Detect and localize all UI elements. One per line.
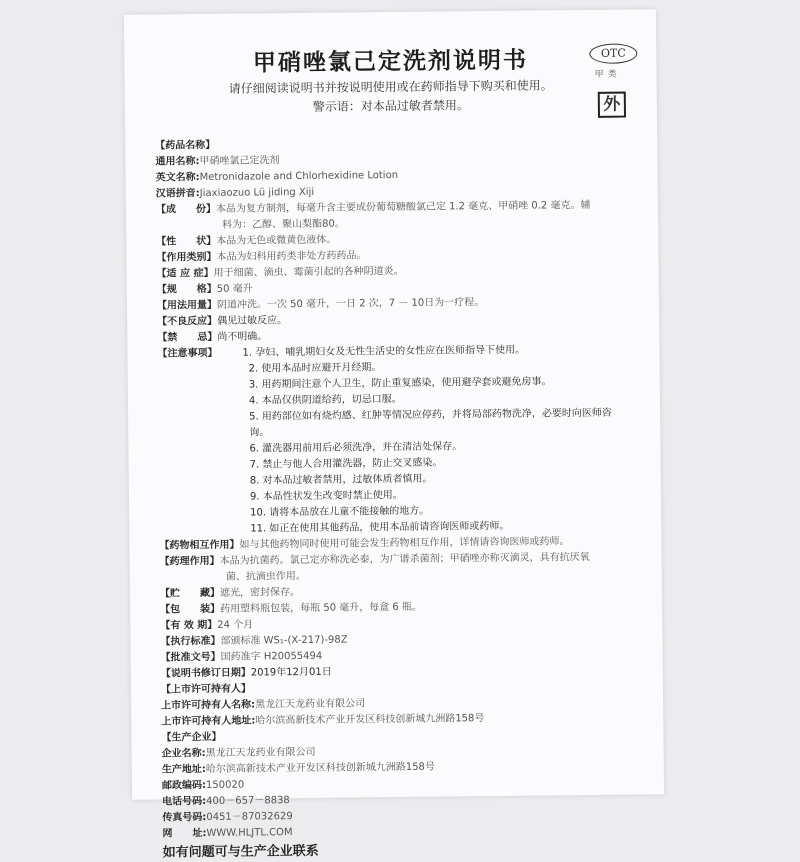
- adverse-text: 偶见过敏反应。: [217, 315, 288, 327]
- reading-instruction: 请仔细阅读说明书并按说明使用或在药师指导下购买和使用。: [228, 78, 553, 96]
- precaution-item: 7. 禁止与他人合用灌洗器，防止交叉感染。: [249, 457, 443, 471]
- approval-number: 国药准字 H20055494: [220, 650, 323, 663]
- composition-text-cont: 料为：乙醇、聚山梨酯80。: [222, 218, 345, 231]
- storage-text: 遮光，密封保存。: [219, 586, 301, 599]
- usage-text: 阴道冲洗。一次 50 毫升，一日 2 次，7 － 10日为一疗程。: [216, 297, 485, 311]
- website-label: 网 址:: [162, 827, 207, 840]
- standard-label: 【执行标准】: [160, 635, 221, 648]
- manufacturer-name-label: 企业名称:: [161, 747, 206, 760]
- precaution-item: 10. 请将本品放在儿童不能接触的地方。: [250, 505, 430, 519]
- warning-text: 警示语：对本品过敏者禁用。: [312, 98, 469, 114]
- precaution-item: 4. 本品仅供阴道给药，切忌口服。: [248, 393, 402, 407]
- fax-number: 0451－87032629: [206, 811, 293, 823]
- usage-label: 【用法用量】: [156, 299, 218, 312]
- english-name-label: 英文名称:: [155, 172, 200, 184]
- validity-label: 【有 效 期】: [160, 619, 218, 632]
- standard-text: 部颁标准 WS₁-(X-217)-98Z: [220, 634, 348, 647]
- manufacturer-name: 黑龙江天龙药业有限公司: [205, 746, 316, 759]
- precaution-item: 1. 孕妇、哺乳期妇女及无性生活史的女性应在医师指导下使用。: [242, 344, 526, 359]
- contraindication-label: 【禁 忌】: [157, 331, 218, 344]
- composition-label: 【成 份】: [155, 203, 217, 216]
- english-name: Metronidazole and Chlorhexidine Lotion: [199, 169, 399, 184]
- approval-label: 【批准文号】: [160, 651, 221, 664]
- appearance-label: 【性 状】: [156, 235, 217, 248]
- precautions-label: 【注意事项】: [157, 347, 218, 360]
- phone-number: 400－657－8838: [206, 795, 290, 807]
- indication-text: 用于细菌、滴虫、霉菌引起的各种阴道炎。: [213, 265, 404, 279]
- spec-text: 50 毫升: [216, 283, 253, 295]
- mah-name-label: 上市许可持有人名称:: [161, 699, 256, 712]
- mah-name: 黑龙江天龙药业有限公司: [255, 698, 366, 711]
- generic-name-label: 通用名称:: [155, 156, 200, 168]
- revision-date: 2019年12月01日: [250, 666, 332, 679]
- package-label: 【包 装】: [160, 603, 221, 616]
- pinyin-name: Jiaxiaozuo Lü jiding Xiji: [199, 186, 315, 200]
- otc-class: 甲类: [594, 69, 621, 80]
- pinyin-label: 汉语拼音:: [155, 188, 200, 200]
- contraindication-text: 尚不明确。: [217, 331, 268, 343]
- validity-text: 24 个月: [217, 619, 254, 631]
- leaflet-body: [155, 134, 633, 862]
- appearance-text: 本品为无色或微黄色液体。: [216, 234, 337, 247]
- interaction-text: 如与其他药物同时使用可能会发生药物相互作用，详情请咨询医师或药师。: [239, 536, 570, 551]
- spec-label: 【规 格】: [156, 283, 217, 296]
- postcode-label: 邮政编码:: [161, 779, 207, 792]
- manufacturer-section-label: 【生产企业】: [161, 731, 222, 744]
- mah-address-label: 上市许可持有人地址:: [161, 715, 256, 728]
- website: WWW.HLJTL.COM: [206, 827, 293, 839]
- pharmacology-label: 【药理作用】: [159, 555, 220, 568]
- adverse-label: 【不良反应】: [157, 315, 218, 328]
- indication-label: 【适 应 症】: [156, 267, 214, 280]
- external-use-mark: 外: [598, 92, 626, 118]
- postcode: 150020: [205, 779, 245, 791]
- precaution-item: 5. 用药部位如有烧灼感、红肿等情况应停药，并将局部药物洗净，必要时向医师咨询。: [249, 407, 612, 439]
- precaution-item: 6. 灌洗器用前用后必须洗净，并在清洁处保存。: [249, 441, 463, 455]
- contact-footer: 如有问题可与生产企业联系: [162, 843, 319, 861]
- precaution-item: 3. 用药期间注意个人卫生，防止重复感染，使用避孕套或避免房事。: [248, 376, 552, 391]
- mah-address: 哈尔滨高新技术产业开发区科技创新城九洲路158号: [255, 713, 485, 727]
- composition-text: 本品为复方制剂，每毫升含主要成份葡萄糖酸氯己定 1.2 毫克、甲硝唑 0.2 毫克。辅: [215, 199, 591, 215]
- generic-name: 甲硝唑氯己定洗剂: [199, 155, 280, 168]
- drug-name-section: 【药品名称】: [155, 139, 216, 152]
- revision-date-label: 【说明书修订日期】: [160, 667, 251, 680]
- precaution-item: 2. 使用本品时应避开月经期。: [248, 362, 382, 375]
- document-title: 甲硝唑氯己定洗剂说明书: [252, 47, 529, 77]
- mah-section-label: 【上市许可持有人】: [160, 683, 252, 696]
- precaution-item: 9. 本品性状发生改变时禁止使用。: [249, 489, 403, 503]
- package-text: 药用塑料瓶包装，每瓶 50 毫升，每盒 6 瓶。: [220, 601, 422, 615]
- precaution-item: 8. 对本品过敏者禁用，过敏体质者慎用。: [249, 473, 433, 487]
- category-text: 本品为妇科用药类非处方药药品。: [216, 250, 367, 263]
- storage-label: 【贮 藏】: [159, 587, 221, 600]
- fax-label: 传真号码:: [162, 811, 207, 824]
- precaution-item: 11. 如正在使用其他药品，使用本品前请咨询医师或药师。: [250, 520, 510, 535]
- manufacturer-address: 哈尔滨高新技术产业开发区科技创新城九洲路158号: [205, 761, 435, 775]
- pharmacology-text: 本品为抗菌药。氯己定亦称洗必泰，为广谱杀菌剂；甲硝唑亦称灭滴灵，具有抗厌氧: [219, 551, 590, 567]
- interaction-label: 【药物相互作用】: [159, 539, 240, 552]
- manufacturer-address-label: 生产地址:: [161, 763, 206, 776]
- category-label: 【作用类别】: [156, 251, 217, 264]
- otc-badge: OTC: [589, 43, 637, 64]
- pharmacology-text-cont: 菌、抗滴虫作用。: [225, 570, 306, 583]
- phone-label: 电话号码:: [162, 795, 207, 808]
- instruction-leaflet: [124, 9, 664, 861]
